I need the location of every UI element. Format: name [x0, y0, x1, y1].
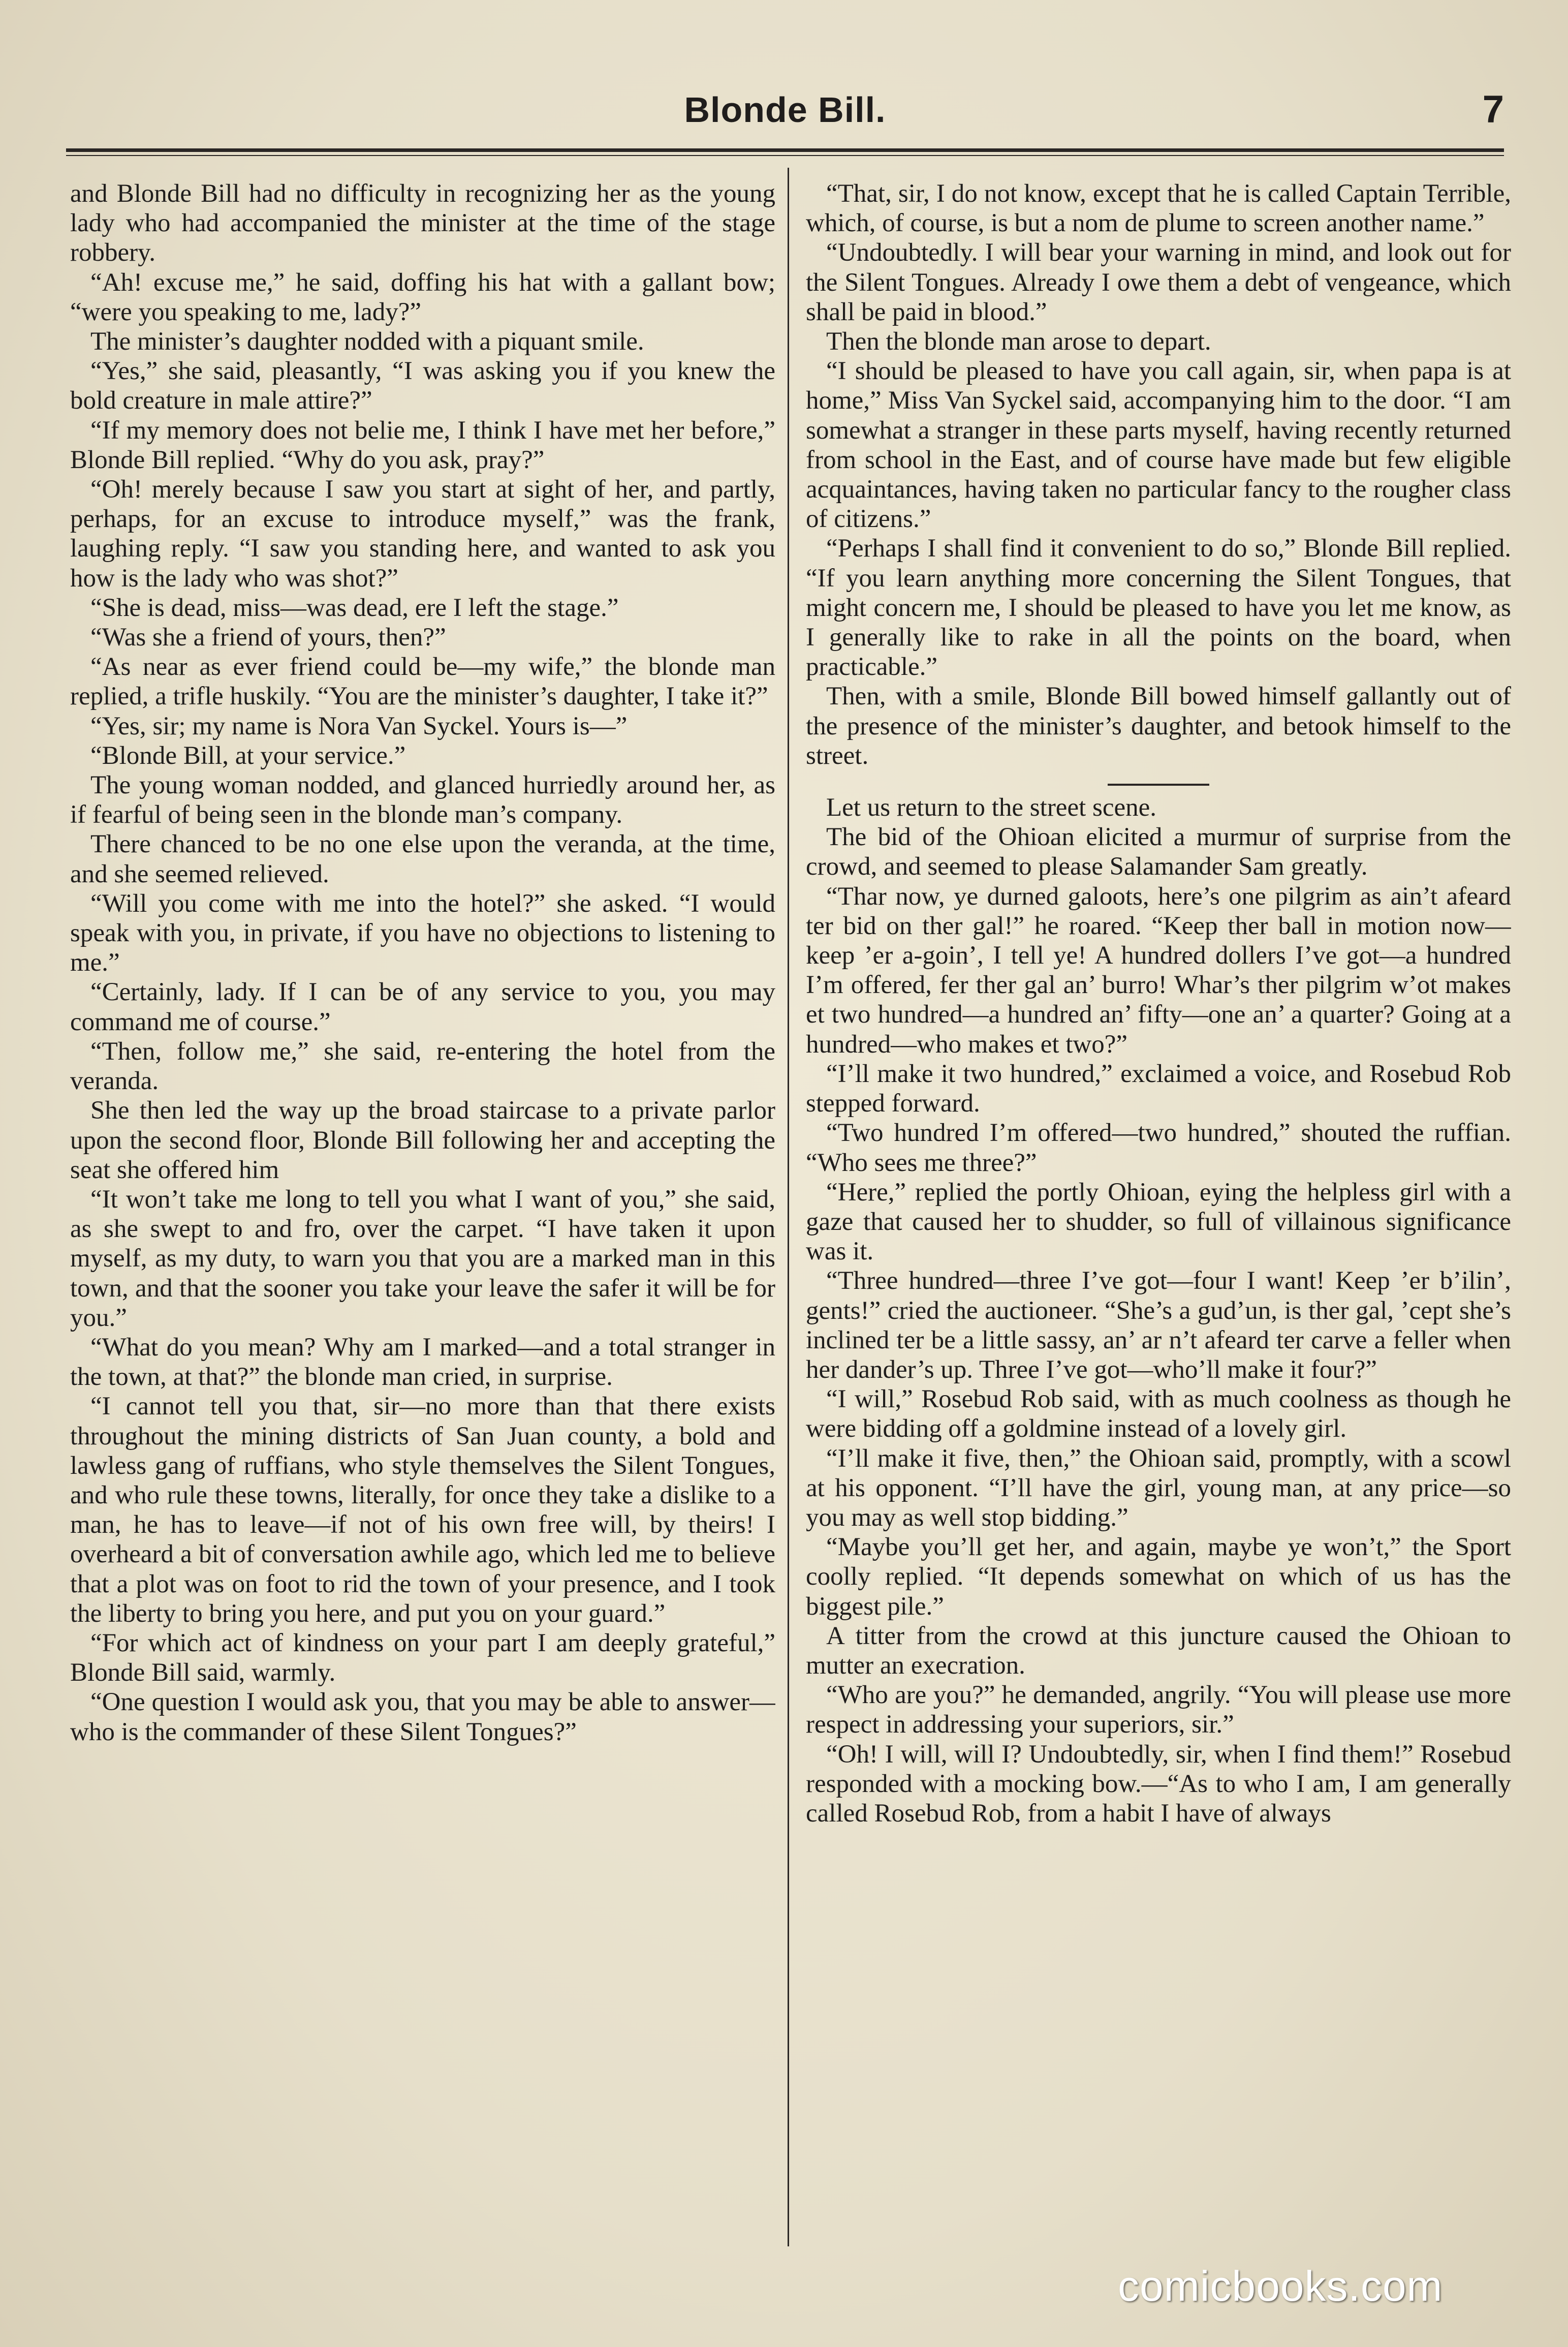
- paragraph: The minister’s daughter nodded with a piquant smile.: [90, 327, 644, 356]
- paragraph: “It won’t take me long to tell you what I want of you,” she said, as she swept to and fro, over the carpet. “I have taken it upon myself, as my duty, to warn you that you are a marked man in this town, and that the sooner you take your leave the safer it will be for you.”: [70, 1185, 775, 1332]
- paragraph: “One question I would ask you, that you may be able to answer—who is the commander of these Silent Tongues?”: [70, 1688, 775, 1746]
- paragraph: “Was she a friend of yours, then?”: [90, 623, 446, 652]
- paragraph: “Yes,” she said, pleasantly, “I was asking you if you knew the bold creature in male attire?”: [70, 357, 775, 415]
- paragraph: Then the blonde man arose to depart.: [826, 327, 1211, 356]
- paragraph: “Blonde Bill, at your service.”: [90, 741, 406, 770]
- column-rule: [788, 168, 789, 2246]
- page-header: [66, 89, 1504, 145]
- paragraph: “That, sir, I do not know, except that he is called Captain Terrible, which, of course, is but a nom de plume to screen another name.”: [806, 179, 1511, 238]
- paragraph: “Certainly, lady. If I can be of any service to you, you may command me of course.”: [70, 978, 775, 1036]
- paragraph: “What do you mean? Why am I marked—and a total stranger in the town, at that?” the blonde man cried, in surprise.: [70, 1333, 775, 1392]
- paragraph: “She is dead, miss—was dead, ere I left the stage.”: [90, 593, 619, 622]
- paragraph: “Two hundred I’m offered—two hundred,” shouted the ruffian. “Who sees me three?”: [806, 1119, 1511, 1177]
- right-column-part-one: [806, 179, 1511, 770]
- paragraph: The bid of the Ohioan elicited a murmur of surprise from the crowd, and seemed to please Salamander Sam greatly.: [806, 823, 1511, 881]
- paragraph: “Who are you?” he demanded, angrily. “You will please use more respect in addressing your superiors, sir.”: [806, 1681, 1511, 1739]
- header-rule: [66, 148, 1504, 152]
- paragraph: “I’ll make it five, then,” the Ohioan said, promptly, with a scowl at his opponent. “I’ll have the girl, young man, at any price—so you may as well stop bidding.”: [806, 1444, 1511, 1532]
- page-number: 7: [1482, 88, 1504, 131]
- right-column: [806, 179, 1511, 2242]
- paragraph: “Thar now, ye durned galoots, here’s one pilgrim as ain’t afeard ter bid on ther gal!” he roared. “Keep ther ball in motion now—keep ’er a-goin’, I tell ye! A hundred dollers I’ve got—a hundred I’m offered, fer ther gal an’ burro! Whar’s ther pilgrim w’ot makes et two hundred—a hundred an’ fifty—one an’ a quarter? Going at a hundred—who makes et two?”: [806, 882, 1511, 1059]
- right-column-part-two: [806, 793, 1511, 1828]
- paragraph: Then, with a smile, Blonde Bill bowed himself gallantly out of the presence of the minister’s daughter, and betook himself to the street.: [806, 682, 1511, 770]
- paragraph: “I cannot tell you that, sir—no more than that there exists throughout the mining districts of San Juan county, a bold and lawless gang of ruffians, who style themselves the Silent Tongues, and who rule these towns, literally, for once they take a dislike to a man, he has to leave—if not of his own free will, by theirs! I overheard a bit of conversation awhile ago, which led me to believe that a plot was on foot to rid the town of your presence, and I took the liberty to bring you here, and put you on your guard.”: [70, 1392, 775, 1628]
- paragraph: There chanced to be no one else upon the veranda, at the time, and she seemed relieved.: [70, 830, 775, 888]
- paragraph: “Maybe you’ll get her, and again, maybe ye won’t,” the Sport coolly replied. “It depends somewhat on which of us has the biggest pile.”: [806, 1533, 1511, 1621]
- paragraph: The young woman nodded, and glanced hurriedly around her, as if fearful of being seen in the blonde man’s company.: [70, 771, 775, 829]
- paragraph: “Then, follow me,” she said, re-entering the hotel from the veranda.: [70, 1037, 775, 1096]
- paragraph: “I’ll make it two hundred,” exclaimed a voice, and Rosebud Rob stepped forward.: [806, 1059, 1511, 1118]
- paragraph: “If my memory does not belie me, I think I have met her before,” Blonde Bill replied. “Why do you ask, pray?”: [70, 416, 775, 474]
- paragraph: “Undoubtedly. I will bear your warning in mind, and look out for the Silent Tongues. Already I owe them a debt of vengeance, which shall be paid in blood.”: [806, 238, 1511, 326]
- paragraph: She then led the way up the broad staircase to a private parlor upon the second floor, Blonde Bill following her and accepting the seat she offered him: [70, 1096, 775, 1184]
- left-column: [70, 179, 775, 2242]
- paragraph: “Three hundred—three I’ve got—four I want! Keep ’er b’ilin’, gents!” cried the auctioneer. “She’s a gud’un, is ther gal, ’cept she’s inclined ter be a little sassy, an’ ar n’t afeard ter carve a feller when her dander’s up. Three I’ve got—who’ll make it four?”: [806, 1267, 1511, 1384]
- paragraph: “Here,” replied the portly Ohioan, eying the helpless girl with a gaze that caused her to shudder, so full of villainous significance was it.: [806, 1178, 1511, 1266]
- paragraph: A titter from the crowd at this juncture caused the Ohioan to mutter an execration.: [806, 1621, 1511, 1680]
- paragraph: and Blonde Bill had no difficulty in recognizing her as the young lady who had accompanied the minister at the time of the stage robbery.: [70, 179, 775, 267]
- paragraph: “I should be pleased to have you call again, sir, when papa is at home,” Miss Van Syckel said, accompanying him to the door. “I am somewhat a stranger in these parts myself, having recently returned from school in the East, and of course have made but few eligible acquaintances, having taken no particular fancy to the rougher class of citizens.”: [806, 357, 1511, 534]
- paragraph: Let us return to the street scene.: [826, 793, 1157, 822]
- paragraph: “Yes, sir; my name is Nora Van Syckel. Yours is—”: [90, 712, 628, 740]
- paragraph: “For which act of kindness on your part I am deeply grateful,” Blonde Bill said, warmly.: [70, 1628, 775, 1687]
- paragraph: “I will,” Rosebud Rob said, with as much coolness as though he were bidding off a goldmine instead of a lovely girl.: [806, 1385, 1511, 1443]
- paragraph: “Oh! I will, will I? Undoubtedly, sir, when I find them!” Rosebud responded with a mocking bow.—“As to who I am, I am generally called Rosebud Rob, from a habit I have of always: [806, 1740, 1511, 1828]
- paragraph: “Oh! merely because I saw you start at sight of her, and partly, perhaps, for an excuse to introduce myself,” was the frank, laughing reply. “I saw you standing here, and wanted to ask you how is the lady who was shot?”: [70, 475, 775, 593]
- paragraph: “Will you come with me into the hotel?” she asked. “I would speak with you, in private, if you have no objections to listening to me.”: [70, 889, 775, 977]
- section-break-rule: [1108, 784, 1209, 786]
- watermark: comicbooks.com: [1118, 2262, 1443, 2310]
- running-title: Blonde Bill.: [684, 90, 886, 130]
- paragraph: “As near as ever friend could be—my wife,” the blonde man replied, a trifle huskily. “You are the minister’s daughter, I take it?”: [70, 653, 775, 711]
- paragraph: “Perhaps I shall find it convenient to do so,” Blonde Bill replied. “If you learn anything more concerning the Silent Tongues, that might concern me, I should be pleased to have you let me know, as I generally like to rake in all the points on the board, when practicable.”: [806, 534, 1511, 682]
- paragraph: “Ah! excuse me,” he said, doffing his hat with a gallant bow; “were you speaking to me, lady?”: [70, 268, 775, 326]
